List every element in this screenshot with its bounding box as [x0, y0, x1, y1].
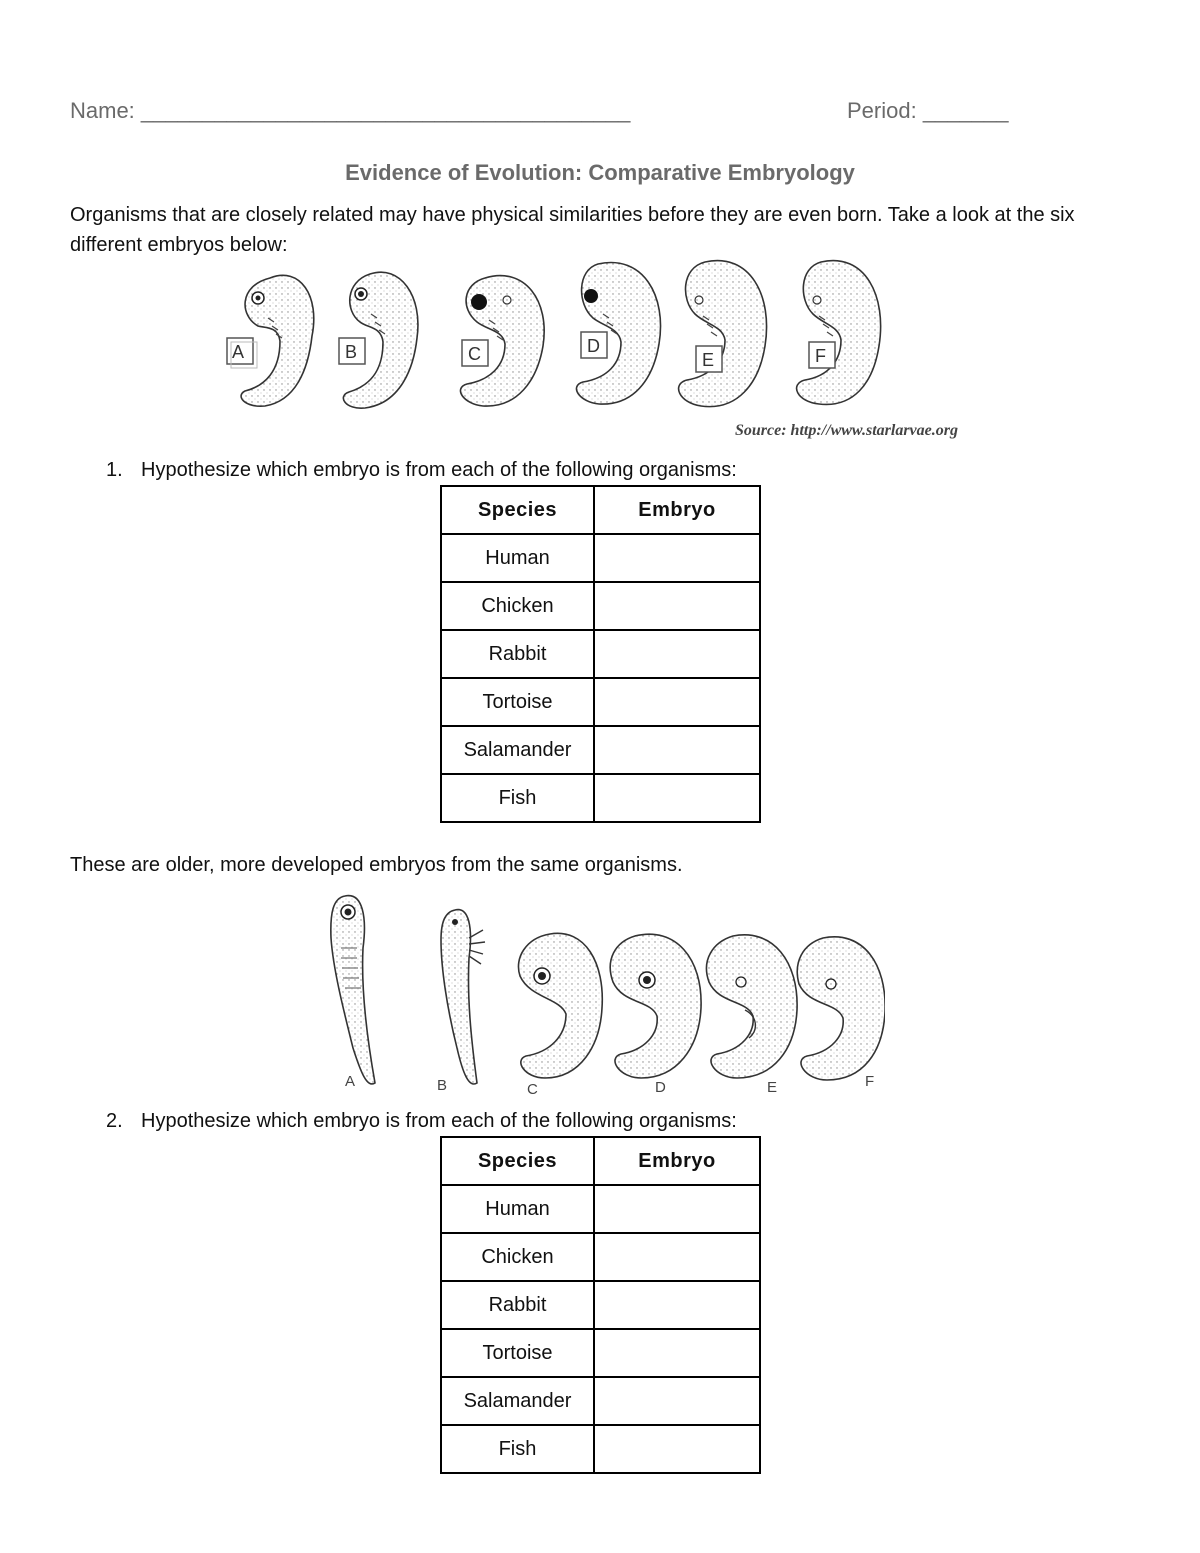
fig1-label-d: D [587, 336, 600, 356]
table-row [441, 774, 760, 822]
table-header-species: Species [441, 1137, 594, 1185]
fig1-label-f: F [815, 346, 826, 366]
early-embryos-figure [205, 256, 895, 421]
fig2-label-a: A [345, 1073, 356, 1090]
table-row [441, 582, 760, 630]
intro-paragraph: Organisms that are closely related may have physical similarities before they are even born. Take a look at the six different embryos below: [70, 204, 1075, 256]
answer-table-2 [440, 1136, 761, 1474]
table-row [441, 1185, 760, 1233]
embryo-answer-cell[interactable] [594, 582, 760, 630]
embryo-answer-cell[interactable] [594, 1233, 760, 1281]
species-cell: Fish [441, 774, 594, 822]
answer-table-1 [440, 485, 761, 823]
period-field[interactable]: Period: _______ [847, 98, 1009, 123]
embryo-answer-cell[interactable] [594, 534, 760, 582]
embryo-d-older [610, 934, 701, 1078]
embryo-b-older [441, 910, 485, 1084]
species-cell: Salamander [441, 726, 594, 774]
fig2-label-c: C [527, 1081, 538, 1098]
species-cell: Rabbit [441, 630, 594, 678]
fig1-label-b: B [345, 342, 358, 362]
species-cell: Salamander [441, 1377, 594, 1425]
question-1-text: Hypothesize which embryo is from each of the following organisms: [141, 459, 737, 481]
fig2-label-e: E [767, 1079, 778, 1096]
table-header-species: Species [441, 486, 594, 534]
table-row [441, 534, 760, 582]
embryo-answer-cell[interactable] [594, 1377, 760, 1425]
fig2-label-f: F [865, 1073, 875, 1090]
embryo-answer-cell[interactable] [594, 630, 760, 678]
page-title: Evidence of Evolution: Comparative Embryology [345, 160, 855, 185]
fig1-label-c: C [468, 344, 481, 364]
table-row [441, 1281, 760, 1329]
question-1 [106, 459, 906, 485]
table-row [441, 678, 760, 726]
embryo-answer-cell[interactable] [594, 678, 760, 726]
embryo-a-older [331, 896, 375, 1084]
species-cell: Chicken [441, 582, 594, 630]
species-cell: Rabbit [441, 1281, 594, 1329]
fig2-label-d: D [655, 1079, 666, 1096]
table-row [441, 630, 760, 678]
fig2-label-b: B [437, 1077, 448, 1094]
embryo-answer-cell[interactable] [594, 1329, 760, 1377]
question-2-text: Hypothesize which embryo is from each of the following organisms: [141, 1110, 737, 1132]
table-row [441, 726, 760, 774]
question-2 [106, 1110, 906, 1136]
embryo-answer-cell[interactable] [594, 774, 760, 822]
embryo-f-older [797, 937, 885, 1080]
table-row [441, 1377, 760, 1425]
embryo-answer-cell[interactable] [594, 1425, 760, 1473]
embryo-c-older [518, 933, 602, 1078]
species-cell: Human [441, 1185, 594, 1233]
species-cell: Tortoise [441, 1329, 594, 1377]
source-credit: Source: http://www.starlarvae.org [735, 422, 958, 439]
table-row [441, 1425, 760, 1473]
embryo-e-older [706, 935, 797, 1078]
fig1-label-e: E [702, 350, 715, 370]
embryo-e-early [679, 261, 767, 407]
table-row [441, 1233, 760, 1281]
embryo-f-early [797, 261, 881, 405]
table-header-embryo: Embryo [594, 486, 760, 534]
embryo-answer-cell[interactable] [594, 1281, 760, 1329]
species-cell: Chicken [441, 1233, 594, 1281]
older-embryos-figure [305, 888, 885, 1098]
name-field[interactable]: Name: ________________________________________ [70, 98, 631, 123]
table-row [441, 1329, 760, 1377]
fig1-label-a: A [232, 342, 245, 362]
species-cell: Human [441, 534, 594, 582]
embryo-answer-cell[interactable] [594, 1185, 760, 1233]
table-header-embryo: Embryo [594, 1137, 760, 1185]
species-cell: Fish [441, 1425, 594, 1473]
older-embryos-text: These are older, more developed embryos from the same organisms. [70, 854, 683, 876]
question-2-number: 2. [106, 1110, 123, 1132]
embryo-answer-cell[interactable] [594, 726, 760, 774]
species-cell: Tortoise [441, 678, 594, 726]
question-1-number: 1. [106, 459, 123, 481]
